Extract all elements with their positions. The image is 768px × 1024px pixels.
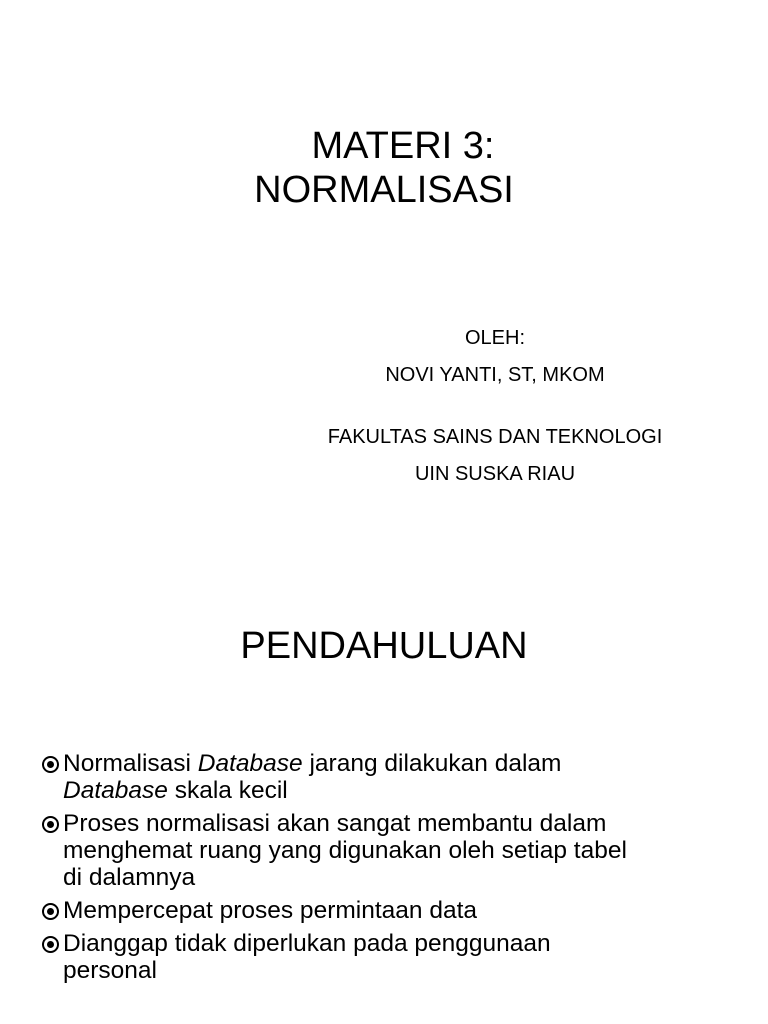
bullet-1-italic-b: Database — [63, 777, 168, 804]
bullet-4-line-2: personal — [63, 957, 157, 984]
bullet-1-text-c: skala kecil — [167, 777, 288, 804]
slide-pendahuluan — [0, 512, 768, 1024]
slide-2-heading — [0, 624, 768, 668]
slide-subtitle — [300, 320, 690, 493]
bullet-2-line-2: menghemat ruang yang digunakan oleh setiap tabel — [63, 837, 627, 864]
pendahuluan-title: PENDAHULUAN — [240, 625, 528, 667]
bullet-3-text: Mempercepat proses permintaan data — [63, 897, 477, 924]
subtitle-gap — [300, 394, 690, 419]
bullet-item — [40, 930, 740, 984]
bullet-2-line-1: Proses normalisasi akan sangat membantu dalam — [63, 810, 607, 837]
title-line-2: NORMALISASI — [254, 169, 514, 211]
title-line-1: MATERI 3: — [311, 125, 495, 167]
oleh-label: OLEH: — [464, 327, 526, 349]
circle-bullet-icon — [42, 903, 59, 920]
bullet-1-text-b: jarang dilakukan dalam — [302, 750, 562, 777]
bullet-item — [40, 897, 740, 924]
bullet-2-line-3: di dalamnya — [63, 864, 196, 891]
slide-title-heading — [0, 124, 768, 212]
bullet-1-text-a: Normalisasi — [63, 750, 198, 777]
circle-bullet-icon — [42, 936, 59, 953]
bullet-1-italic-a: Database — [197, 750, 303, 777]
bullet-list — [40, 750, 740, 990]
bullet-item — [40, 750, 740, 804]
bullet-item — [40, 810, 740, 891]
bullet-4-line-1: Dianggap tidak diperlukan pada penggunaan — [63, 930, 551, 957]
author-name: NOVI YANTI, ST, MKOM — [385, 364, 605, 386]
university-name: UIN SUSKA RIAU — [414, 463, 576, 485]
circle-bullet-icon — [42, 816, 59, 833]
circle-bullet-icon — [42, 756, 59, 773]
faculty-name: FAKULTAS SAINS DAN TEKNOLOGI — [327, 426, 663, 448]
